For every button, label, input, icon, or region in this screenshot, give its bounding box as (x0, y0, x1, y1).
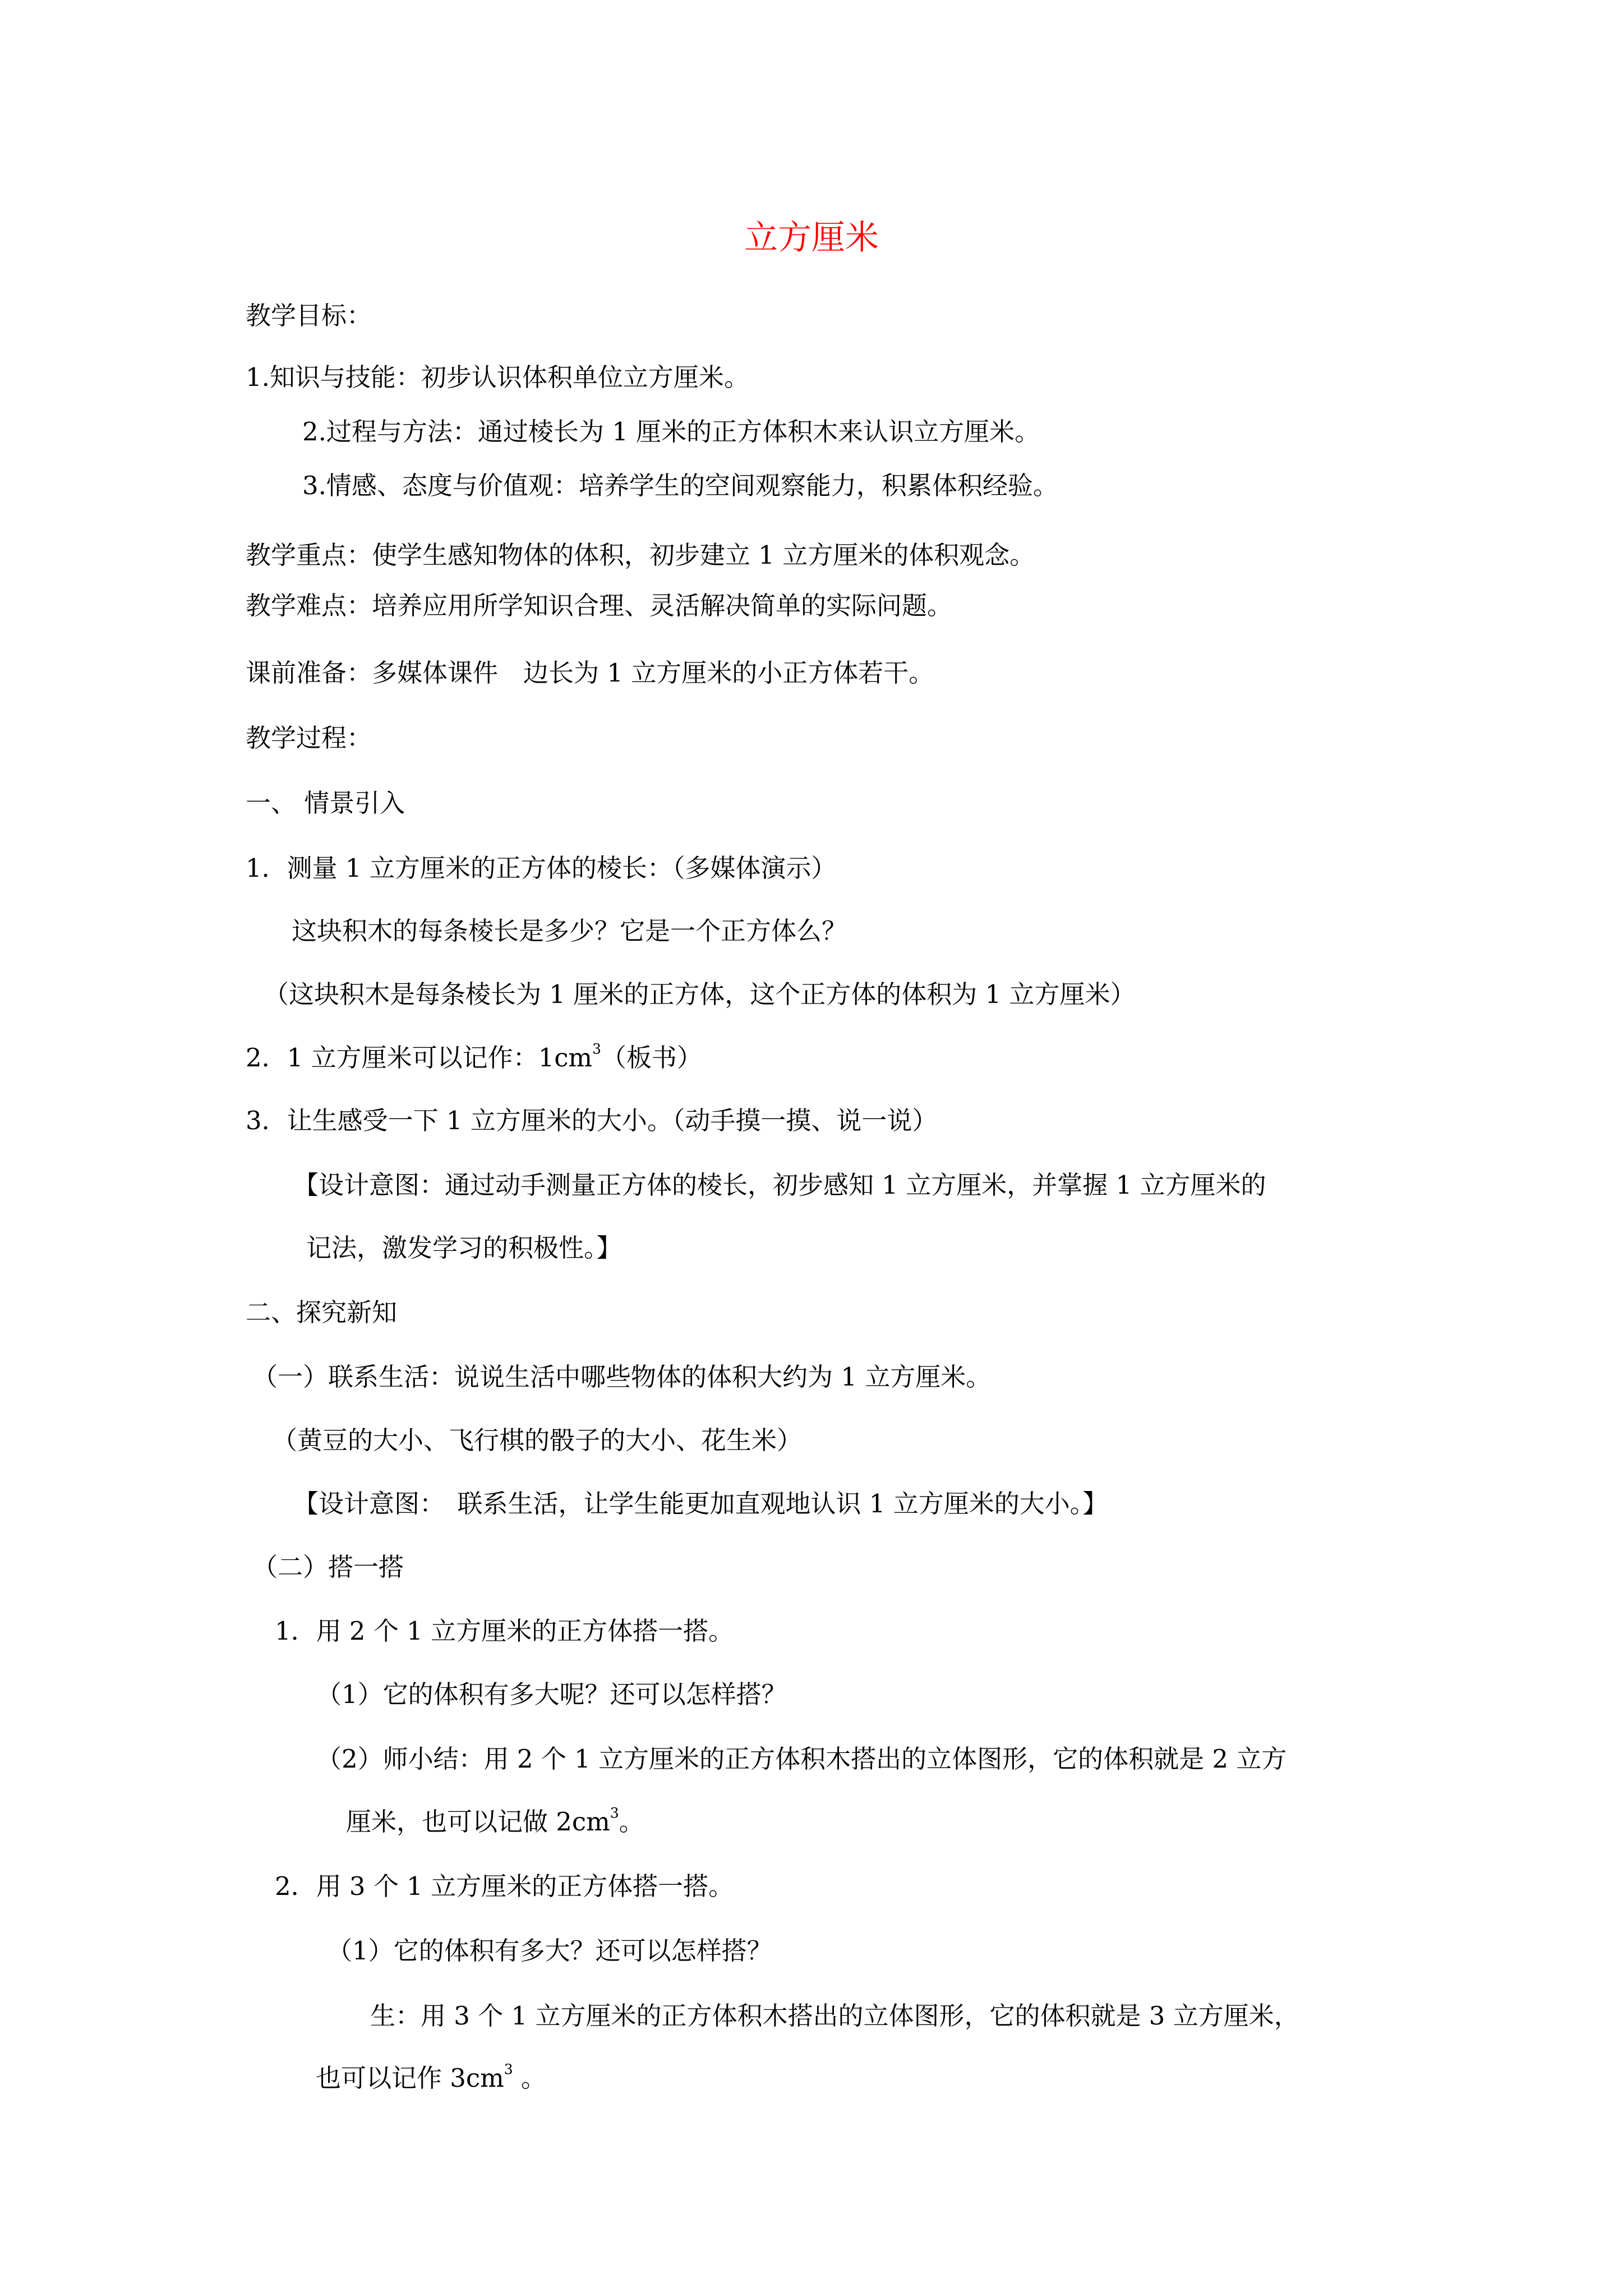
build-task-1-question-2-line-2: 厘米，也可以记做 $2cm^3$。 (346, 1805, 644, 1837)
build-task-2-question-1: （1）它的体积有多大？还可以怎样搭？ (327, 1936, 772, 1966)
build-task-2-answer-line-2: 也可以记作 $3cm^3$ 。 (316, 2061, 546, 2093)
design-intent-1-line-2: 记法，激发学习的积极性。】 (306, 1233, 622, 1263)
section-1-item-2: 2．1 立方厘米可以记作：$1cm^3$（板书） (246, 1041, 702, 1073)
preparation: 课前准备：多媒体课件 边长为 1 立方厘米的小正方体若干。 (246, 658, 934, 688)
section-1-item-1-answer: （这块积木是每条棱长为 1 厘米的正方体，这个正方体的体积为 1 立方厘米） (264, 979, 1136, 1009)
subsection-2-heading: （二）搭一搭 (252, 1552, 404, 1582)
goal-3: 3.情感、态度与价值观：培养学生的空间观察能力，积累体积经验。 (302, 471, 1058, 500)
section-1-item-1-question: 这块积木的每条棱长是多少？它是一个正方体么？ (292, 916, 847, 946)
section-2-heading: 二、探究新知 (246, 1297, 398, 1327)
subsection-1-answer: （黄豆的大小、飞行棋的骰子的大小、花生米） (272, 1425, 803, 1455)
build-task-1-question-2-line-1: （2）师小结：用 2 个 1 立方厘米的正方体积木搭出的立体图形，它的体积就是 2 立方 (316, 1744, 1287, 1774)
build-task-2: 2．用 3 个 1 立方厘米的正方体搭一搭。 (275, 1871, 734, 1901)
document-title: 立方厘米 (744, 218, 879, 257)
goal-1: 1.知识与技能：初步认识体积单位立方厘米。 (246, 362, 749, 392)
process-heading: 教学过程： (246, 723, 372, 753)
build-task-1-question-1: （1）它的体积有多大呢？还可以怎样搭？ (316, 1680, 787, 1709)
goal-2: 2.过程与方法：通过棱长为 1 厘米的正方体积木来认识立方厘米。 (302, 417, 1040, 447)
subsection-1-heading: （一）联系生活：说说生活中哪些物体的体积大约为 1 立方厘米。 (252, 1362, 992, 1392)
build-task-2-answer-line-1: 生：用 3 个 1 立方厘米的正方体积木搭出的立体图形，它的体积就是 3 立方厘米， (370, 2001, 1299, 2031)
key-point: 教学重点：使学生感知物体的体积，初步建立 1 立方厘米的体积观念。 (246, 540, 1035, 570)
build-task-1: 1．用 2 个 1 立方厘米的正方体搭一搭。 (275, 1616, 734, 1646)
difficulty: 教学难点：培养应用所学知识合理、灵活解决简单的实际问题。 (246, 591, 953, 620)
section-1-item-1: 1．测量 1 立方厘米的正方体的棱长：（多媒体演示） (246, 853, 837, 883)
design-intent-1-line-1: 【设计意图：通过动手测量正方体的棱长，初步感知 1 立方厘米，并掌握 1 立方厘米的 (293, 1170, 1266, 1200)
design-intent-2: 【设计意图： 联系生活，让学生能更加直观地认识 1 立方厘米的大小。】 (293, 1489, 1108, 1519)
section-1-heading: 一、 情景引入 (246, 788, 405, 818)
section-1-item-3: 3．让生感受一下 1 立方厘米的大小。（动手摸一摸、说一说） (246, 1106, 938, 1135)
goals-heading: 教学目标： (246, 301, 372, 330)
